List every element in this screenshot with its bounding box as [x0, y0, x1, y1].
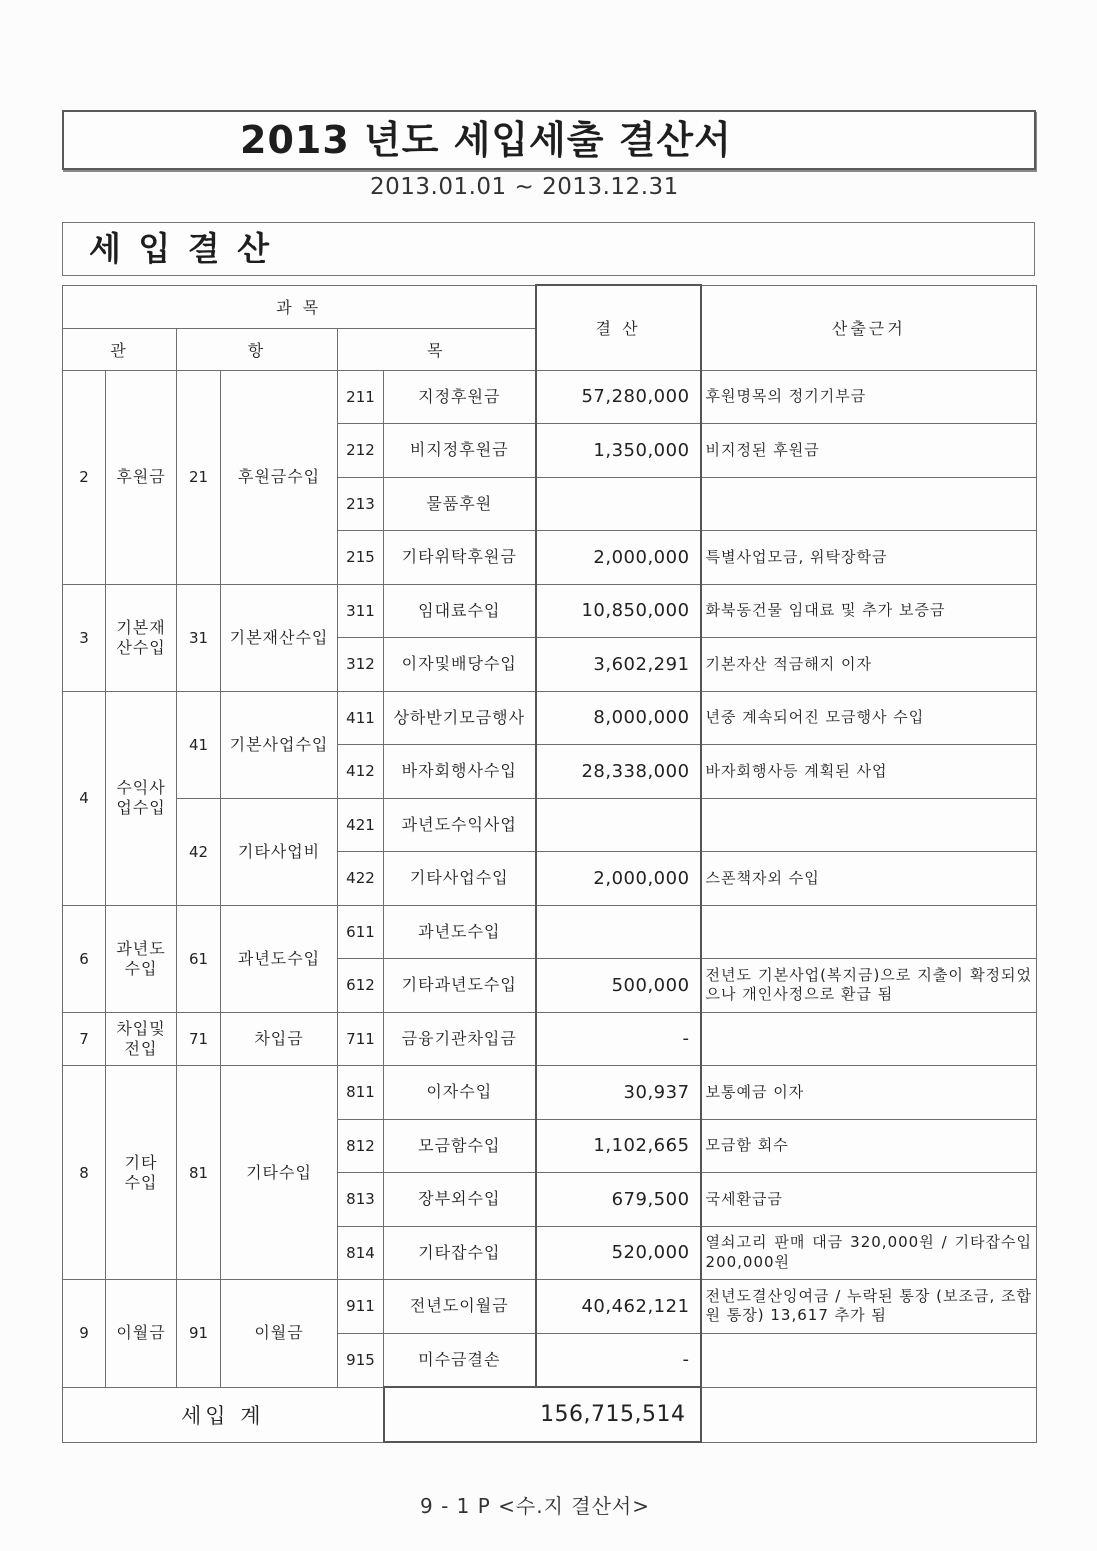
total-label: 세입 계: [63, 1387, 384, 1442]
mok-name: 상하반기모금행사: [384, 691, 536, 745]
mok-number: 215: [338, 531, 384, 585]
mok-name: 모금함수입: [384, 1119, 536, 1173]
mok-number: 213: [338, 477, 384, 531]
gwan-number: 3: [63, 584, 106, 691]
amount-cell: 500,000: [536, 959, 701, 1013]
basis-cell: [701, 1333, 1037, 1387]
basis-cell: 특별사업모금, 위탁장학금: [701, 531, 1037, 585]
gwan-number: 4: [63, 691, 106, 905]
page-footer: 9 - 1 P <수.지 결산서>: [420, 1494, 650, 1518]
gwan-number: 9: [63, 1280, 106, 1388]
table-row: [63, 1012, 1037, 1066]
table-row: [63, 798, 1037, 852]
hang-name: 기본사업수입: [221, 691, 338, 798]
table-row: [63, 584, 1037, 638]
amount-cell: 30,937: [536, 1066, 701, 1120]
amount-cell: [536, 905, 701, 959]
section-title: 세 입 결 산: [89, 229, 272, 268]
total-basis-cell: [701, 1387, 1037, 1442]
amount-cell: -: [536, 1012, 701, 1066]
basis-cell: 국세환급금: [701, 1173, 1037, 1227]
mok-name: 기타과년도수입: [384, 959, 536, 1013]
mok-name: 기타위탁후원금: [384, 531, 536, 585]
hang-number: 71: [177, 1012, 221, 1066]
mok-number: 211: [338, 370, 384, 424]
amount-cell: 1,102,665: [536, 1119, 701, 1173]
gwan-number: 8: [63, 1066, 106, 1280]
hang-number: 61: [177, 905, 221, 1012]
basis-cell: 바자회행사등 계획된 사업: [701, 745, 1037, 799]
gwan-number: 2: [63, 370, 106, 584]
total-row: [63, 1387, 1037, 1442]
fiscal-period: 2013.01.01 ~ 2013.12.31: [370, 174, 679, 200]
revenue-settlement-table: [62, 284, 1037, 1443]
mok-number: 212: [338, 424, 384, 478]
header-gwan: 관: [63, 328, 177, 370]
mok-number: 812: [338, 1119, 384, 1173]
gwan-number: 7: [63, 1012, 106, 1066]
gwan-name: 수익사 업수입: [106, 691, 177, 905]
basis-cell: [701, 477, 1037, 531]
mok-name: 임대료수입: [384, 584, 536, 638]
mok-number: 711: [338, 1012, 384, 1066]
amount-cell: 28,338,000: [536, 745, 701, 799]
hang-number: 41: [177, 691, 221, 798]
hang-number: 91: [177, 1280, 221, 1388]
basis-cell: [701, 1012, 1037, 1066]
table-row: [63, 1280, 1037, 1334]
gwan-name: 이월금: [106, 1280, 177, 1388]
hang-number: 31: [177, 584, 221, 691]
hang-name: 기타사업비: [221, 798, 338, 905]
basis-cell: 열쇠고리 판매 대금 320,000원 / 기타잡수입 200,000원: [701, 1226, 1037, 1280]
mok-number: 911: [338, 1280, 384, 1334]
amount-cell: 8,000,000: [536, 691, 701, 745]
amount-cell: 40,462,121: [536, 1280, 701, 1334]
amount-cell: 3,602,291: [536, 638, 701, 692]
amount-cell: [536, 477, 701, 531]
header-mok: 목: [338, 328, 536, 370]
mok-name: 기타사업수입: [384, 852, 536, 906]
amount-cell: 10,850,000: [536, 584, 701, 638]
hang-name: 기본재산수입: [221, 584, 338, 691]
gwan-name: 차입및 전입: [106, 1012, 177, 1066]
basis-cell: [701, 905, 1037, 959]
amount-cell: 2,000,000: [536, 531, 701, 585]
mok-name: 장부외수입: [384, 1173, 536, 1227]
mok-name: 과년도수입: [384, 905, 536, 959]
basis-cell: 보통예금 이자: [701, 1066, 1037, 1120]
amount-cell: 2,000,000: [536, 852, 701, 906]
mok-number: 915: [338, 1333, 384, 1387]
basis-cell: 전년도결산잉여금 / 누락된 통장 (보조금, 조합원 통장) 13,617 추가 됨: [701, 1280, 1037, 1334]
hang-name: 후원금수입: [221, 370, 338, 584]
header-hang: 항: [177, 328, 338, 370]
table-row: [63, 905, 1037, 959]
basis-cell: 모금함 회수: [701, 1119, 1037, 1173]
hang-name: 과년도수입: [221, 905, 338, 1012]
amount-cell: 1,350,000: [536, 424, 701, 478]
header-amount: 결 산: [536, 285, 701, 370]
header-subject: 과 목: [63, 285, 536, 328]
hang-name: 기타수입: [221, 1066, 338, 1280]
mok-name: 비지정후원금: [384, 424, 536, 478]
hang-number: 21: [177, 370, 221, 584]
mok-name: 기타잡수입: [384, 1226, 536, 1280]
gwan-name: 기타 수입: [106, 1066, 177, 1280]
hang-name: 차입금: [221, 1012, 338, 1066]
mok-number: 612: [338, 959, 384, 1013]
header-basis: 산출근거: [701, 285, 1037, 370]
gwan-name: 후원금: [106, 370, 177, 584]
basis-cell: [701, 798, 1037, 852]
amount-cell: 57,280,000: [536, 370, 701, 424]
mok-name: 미수금결손: [384, 1333, 536, 1387]
hang-number: 42: [177, 798, 221, 905]
mok-name: 바자회행사수입: [384, 745, 536, 799]
mok-name: 전년도이월금: [384, 1280, 536, 1334]
basis-cell: 후원명목의 정기기부금: [701, 370, 1037, 424]
mok-number: 814: [338, 1226, 384, 1280]
document-title: 2013 년도 세입세출 결산서: [240, 118, 732, 162]
amount-cell: -: [536, 1333, 701, 1387]
mok-number: 811: [338, 1066, 384, 1120]
table-row: [63, 370, 1037, 424]
amount-cell: 520,000: [536, 1226, 701, 1280]
basis-cell: 비지정된 후원금: [701, 424, 1037, 478]
basis-cell: 스폰책자외 수입: [701, 852, 1037, 906]
amount-cell: [536, 798, 701, 852]
amount-cell: 679,500: [536, 1173, 701, 1227]
mok-number: 311: [338, 584, 384, 638]
table-row: [63, 691, 1037, 745]
mok-number: 813: [338, 1173, 384, 1227]
header-row: [63, 285, 1037, 328]
hang-number: 81: [177, 1066, 221, 1280]
basis-cell: 기본자산 적금해지 이자: [701, 638, 1037, 692]
mok-number: 312: [338, 638, 384, 692]
basis-cell: 전년도 기본사업(복지금)으로 지출이 확정되었으나 개인사정으로 환급 됨: [701, 959, 1037, 1013]
mok-name: 물품후원: [384, 477, 536, 531]
mok-number: 421: [338, 798, 384, 852]
section-header-box: [62, 222, 1035, 276]
gwan-number: 6: [63, 905, 106, 1012]
basis-cell: 화북동건물 임대료 및 추가 보증금: [701, 584, 1037, 638]
mok-name: 과년도수익사업: [384, 798, 536, 852]
mok-name: 이자및배당수입: [384, 638, 536, 692]
mok-number: 611: [338, 905, 384, 959]
mok-name: 이자수입: [384, 1066, 536, 1120]
hang-name: 이월금: [221, 1280, 338, 1388]
mok-number: 411: [338, 691, 384, 745]
table-row: [63, 1066, 1037, 1120]
gwan-name: 기본재 산수입: [106, 584, 177, 691]
mok-name: 금융기관차입금: [384, 1012, 536, 1066]
basis-cell: 년중 계속되어진 모금행사 수입: [701, 691, 1037, 745]
gwan-name: 과년도 수입: [106, 905, 177, 1012]
title-box: [62, 110, 1036, 170]
mok-name: 지정후원금: [384, 370, 536, 424]
mok-number: 422: [338, 852, 384, 906]
mok-number: 412: [338, 745, 384, 799]
total-amount: 156,715,514: [384, 1387, 701, 1442]
